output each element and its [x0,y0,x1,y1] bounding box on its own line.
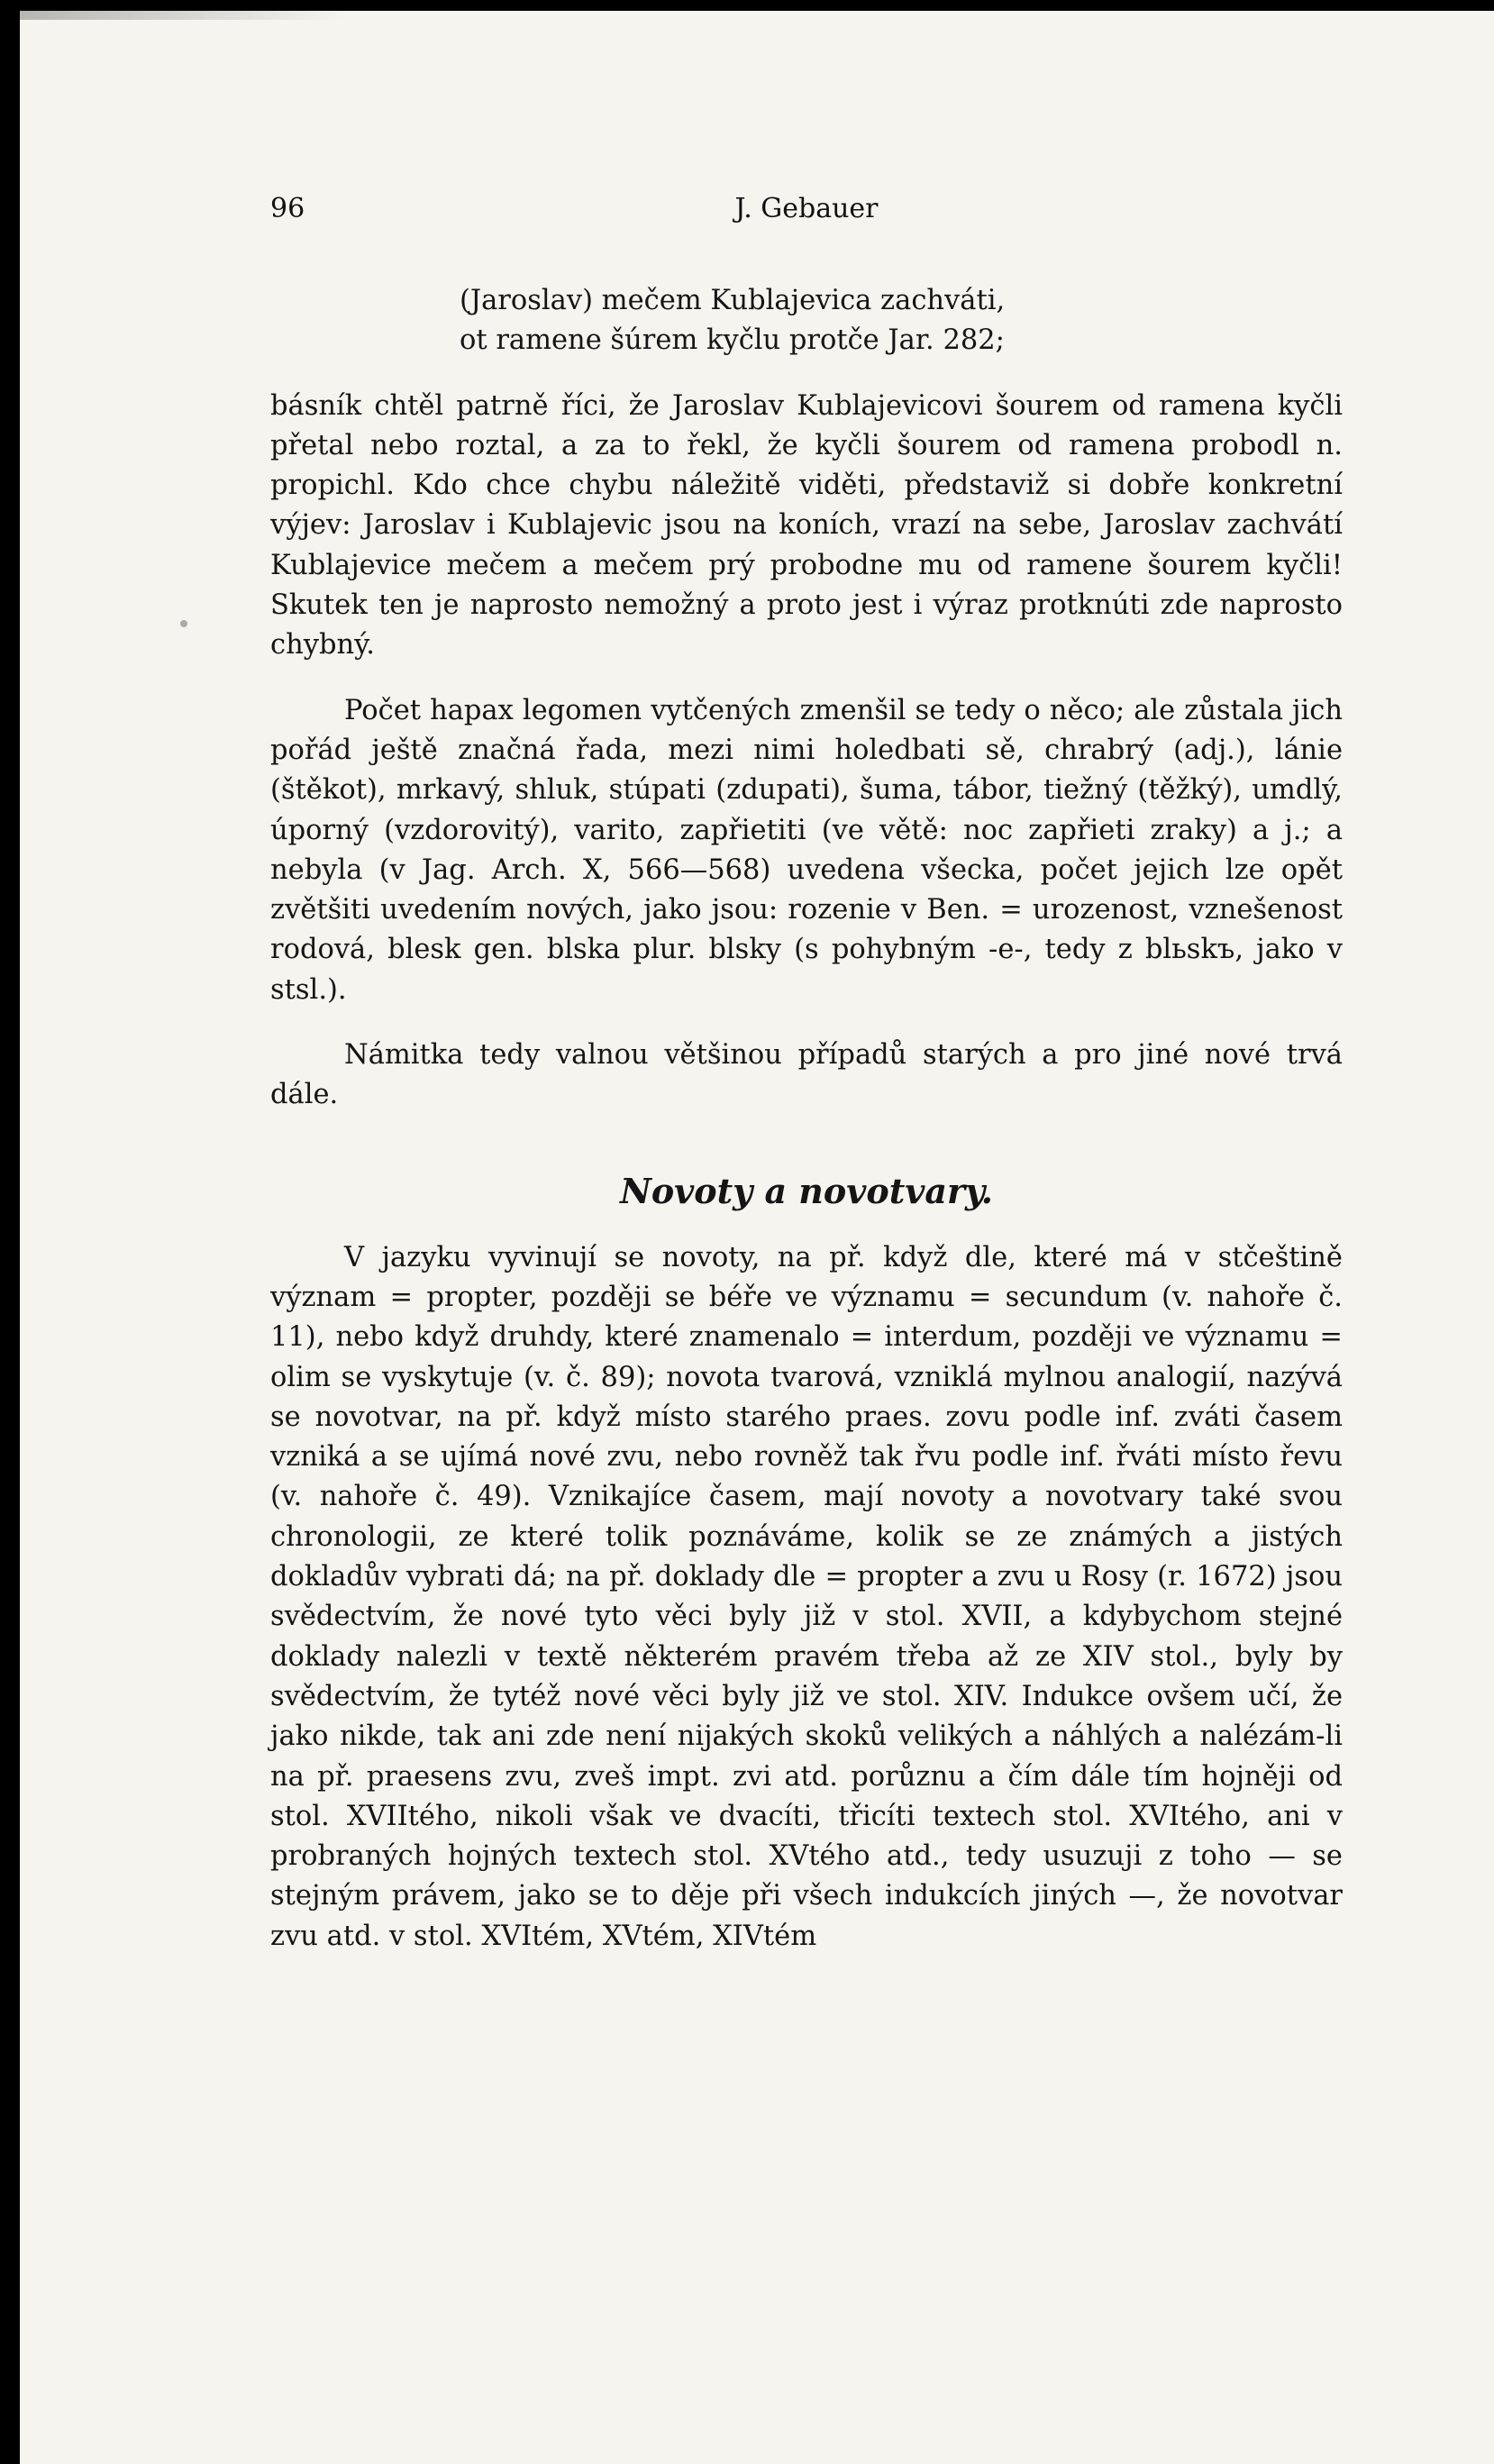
book-page [20,11,1494,2464]
running-head: J. Gebauer [734,193,879,224]
page-header [270,193,1343,234]
paragraph-hapax: Počet hapax legomen vytčených zmenšil se tedy o něco; ale zůstala jich pořád ještě značná řada, mezi nimi holedbati sě, chrabrý (adj.), lánie (štěkot), mrkavý, shluk, stúpati (zdupati), šuma, tábor, tiežný (těžký), umdlý, úporný (vzdorovitý), varito, zapřietiti (ve větě: noc zapřieti zraky) a j.; a nebyla (v Jag. Arch. X, 566—568) uvedena všecka, počet jejich lze opět zvětšiti uvedením nových, jako jsou: rozenie v Ben. = urozenost, vznešenost rodová, blesk gen. blska plur. blsky (s pohybným -e-, tedy z blьskъ, jako v stsl.). [270,694,1343,1006]
paragraph-commentary: básník chtěl patrně říci, že Jaroslav Kublajevicovi šourem od ramena kyčli přetal nebo roztal, a za to řekl, že kyčli šourem od ramena probodl n. propichl. Kdo chce chybu náležitě viděti, představiž si dobře konkretní výjev: Jaroslav i Kublajevic jsou na koních, vrazí na sebe, Jaroslav zachvátí Kublajevice mečem a mečem prý probodne mu od ramene šourem kyčli! Skutek ten je naprosto nemožný a proto jest i výraz protknúti zde naprosto chybný. [270,389,1343,662]
scan-speck [180,620,187,627]
page-body [270,281,1343,1957]
paragraph-novoty: V jazyku vyvinují se novoty, na př. když dle, které má v stčeštině význam = propter, později se béře ve významu = secundum (v. nahoře č. 11), nebo když druhdy, které znamenalo = interdum, později ve významu = olim se vyskytuje (v. č. 89); novota tvarová, vzniklá mylnou analogií, nazývá se novotvar, na př. když místo starého praes. zovu podle inf. zváti časem vzniká a se ujímá nové zvu, nebo rovněž tak řvu podle inf. řváti místo řevu (v. nahoře č. 49). Vznikajíce časem, mají novoty a novotvary také svou chronologii, ze které tolik poznáváme, kolik se ze známých a jistých dokladův vybrati dá; na př. doklady dle = propter a zvu u Rosy (r. 1672) jsou svědectvím, že nové tyto věci byly již v stol. XVII, a kdybychom stejné doklady nalezli v textě některém pravém třeba až ze XIV stol., byly by svědectvím, že tytéž nové věci byly již ve stol. XIV. Indukce ovšem učí, že jako nikde, tak ani zde není nijakých skoků velikých a náhlých a nalézám-li na př. praesens zvu, zveš impt. zvi atd. porůznu a čím dále tím hojněji od stol. XVIItého, nikoli však ve dvacíti, třicíti textech stol. XVItého, ani v probraných hojných textech stol. XVtého atd., tedy usuzuji z toho — se stejným právem, jako se to děje při všech indukcích jiných —, že novotvar zvu atd. v stol. XVItém, XVtém, XIVtém [270,1241,1343,1952]
verse-line: ot ramene šúrem kyčlu protče Jar. 282; [460,324,1005,357]
verse-quote [270,281,1343,361]
paragraph-objection: Námitka tedy valnou většinou případů starých a pro jiné nové trvá dále. [270,1039,1343,1111]
section-title: Novoty a novotvary. [620,1170,993,1211]
page-number: 96 [270,193,305,224]
scan-edge-artifact [20,11,344,20]
verse-line: (Jaroslav) mečem Kublajevica zachváti, [460,285,1006,316]
